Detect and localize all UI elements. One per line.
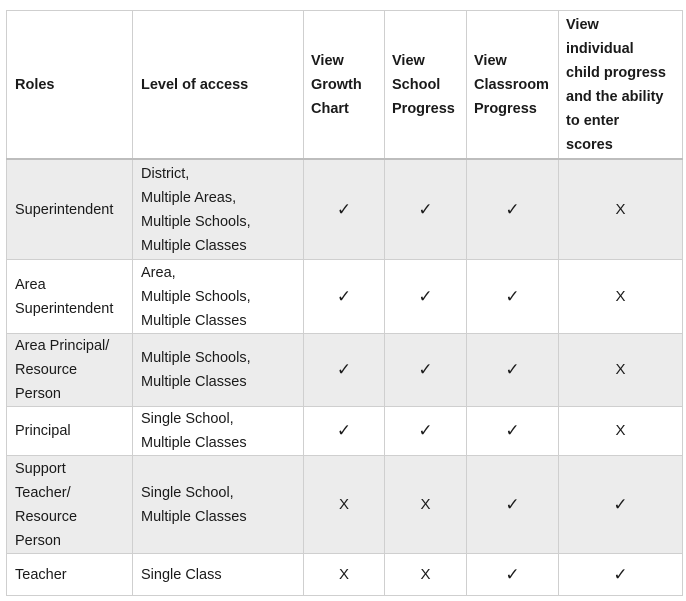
classroom-progress-cell: ✓ — [467, 407, 559, 456]
growth-chart-cell: ✓ — [304, 334, 385, 407]
header-roles: Roles — [7, 11, 133, 160]
classroom-progress-cell: ✓ — [467, 554, 559, 596]
access-cell: Single School, Multiple Classes — [133, 407, 304, 456]
access-cell: Single School, Multiple Classes — [133, 456, 304, 554]
access-cell: Multiple Schools, Multiple Classes — [133, 334, 304, 407]
role-cell: Support Teacher/ Resource Person — [7, 456, 133, 554]
classroom-progress-cell: ✓ — [467, 159, 559, 260]
school-progress-cell: ✓ — [385, 407, 467, 456]
school-progress-cell: ✓ — [385, 334, 467, 407]
access-cell: Single Class — [133, 554, 304, 596]
table-row — [7, 554, 683, 596]
header-view-individual-child-progress: View individual child progress and the ability to enter scores — [559, 11, 683, 160]
header-view-school-progress: View School Progress — [385, 11, 467, 160]
role-cell: Teacher — [7, 554, 133, 596]
individual-progress-cell: X — [559, 260, 683, 334]
individual-progress-cell: ✓ — [559, 554, 683, 596]
table-row — [7, 159, 683, 260]
role-cell: Principal — [7, 407, 133, 456]
classroom-progress-cell: ✓ — [467, 334, 559, 407]
table-row — [7, 456, 683, 554]
header-row — [7, 11, 683, 160]
header-view-classroom-progress: View Classroom Progress — [467, 11, 559, 160]
classroom-progress-cell: ✓ — [467, 456, 559, 554]
school-progress-cell: ✓ — [385, 159, 467, 260]
growth-chart-cell: ✓ — [304, 159, 385, 260]
table-row — [7, 260, 683, 334]
individual-progress-cell: X — [559, 334, 683, 407]
individual-progress-cell: X — [559, 159, 683, 260]
table-row — [7, 407, 683, 456]
growth-chart-cell: ✓ — [304, 260, 385, 334]
header-view-growth-chart: View Growth Chart — [304, 11, 385, 160]
school-progress-cell: ✓ — [385, 260, 467, 334]
growth-chart-cell: X — [304, 554, 385, 596]
access-cell: Area, Multiple Schools, Multiple Classes — [133, 260, 304, 334]
individual-progress-cell: X — [559, 407, 683, 456]
role-cell: Superintendent — [7, 159, 133, 260]
school-progress-cell: X — [385, 456, 467, 554]
individual-progress-cell: ✓ — [559, 456, 683, 554]
role-cell: Area Principal/ Resource Person — [7, 334, 133, 407]
growth-chart-cell: ✓ — [304, 407, 385, 456]
access-cell: District, Multiple Areas, Multiple Schools, Multiple Classes — [133, 159, 304, 260]
table-row — [7, 334, 683, 407]
role-cell: Area Superintendent — [7, 260, 133, 334]
header-level-of-access: Level of access — [133, 11, 304, 160]
classroom-progress-cell: ✓ — [467, 260, 559, 334]
school-progress-cell: X — [385, 554, 467, 596]
growth-chart-cell: X — [304, 456, 385, 554]
access-table — [6, 10, 683, 596]
